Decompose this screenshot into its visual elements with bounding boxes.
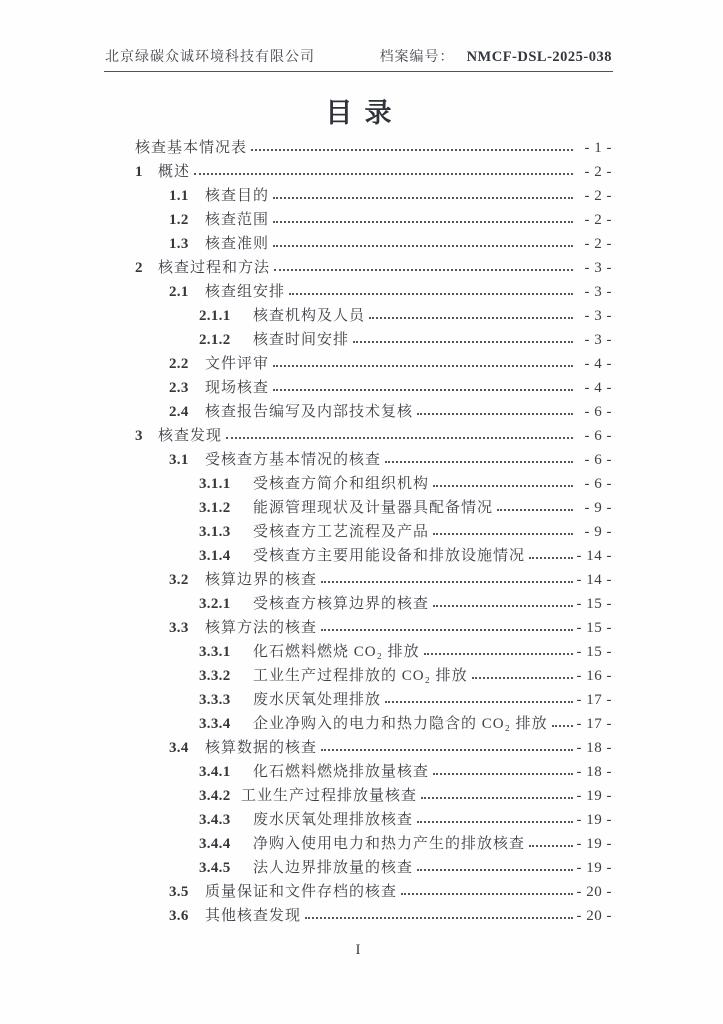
page-header [105,46,612,66]
toc-entry-number: 3.2 [169,572,189,588]
header-rule [104,71,613,72]
toc-entry[interactable] [105,664,612,688]
toc-entry-label: 现场核查 [205,380,270,396]
toc-entry-label: 净购入使用电力和热力产生的排放核查 [253,836,526,852]
toc-entry-number: 3.3.2 [199,668,231,684]
page-title: 目录 [325,98,404,128]
toc-entry-page-number: - 15 - [576,620,612,636]
toc-entry-label: 受核查方简介和组织机构 [253,476,430,492]
toc-entry[interactable] [105,520,612,544]
toc-entry[interactable] [105,448,612,472]
toc-entry[interactable] [105,424,612,448]
toc-entry-number: 3.2.1 [199,596,231,612]
toc-leader-dots [321,629,573,631]
toc-entry-page-number: - 6 - [584,452,612,468]
toc-entry-label: 废水厌氧处理排放 [253,692,382,708]
toc-entry[interactable] [105,736,612,760]
toc-entry-label: 工业生产过程排放的 CO₂ 排放 [253,668,468,684]
toc-entry[interactable] [105,280,612,304]
toc-entry[interactable] [105,832,612,856]
toc-entry-label: 核查过程和方法 [158,260,271,276]
toc-entry[interactable] [105,304,612,328]
company-name: 北京绿碳众诚环境科技有限公司 [105,50,315,65]
toc-entry-number: 3.1.3 [199,524,231,540]
toc-leader-dots [433,605,573,607]
toc-entry-number: 1 [135,164,143,180]
toc-leader-dots [353,341,573,343]
toc-entry-number: 2.1 [169,284,189,300]
toc-entry-number: 3.3.1 [199,644,231,660]
toc-entry-page-number: - 2 - [584,188,612,204]
toc-entry-label: 核查发现 [158,428,223,444]
toc-entry-label: 核查目的 [205,188,270,204]
toc-entry-label: 受核查方基本情况的核查 [205,452,382,468]
toc-leader-dots [417,413,573,415]
toc-leader-dots [273,245,573,247]
toc-entry[interactable] [105,544,612,568]
toc-leader-dots [251,149,573,151]
toc-entry-number: 3.3.4 [199,716,231,732]
archive-number-value: NMCF-DSL-2025-038 [466,49,612,65]
toc-entry[interactable] [105,160,612,184]
toc-leader-dots [321,749,573,751]
toc-entry-label: 废水厌氧处理排放核查 [253,812,414,828]
toc-entry-number: 2 [135,260,143,276]
toc-entry-number: 3.4 [169,740,189,756]
toc-leader-dots [417,821,573,823]
toc-entry-number: 3.4.3 [199,812,231,828]
toc-entry-page-number: - 15 - [576,596,612,612]
toc-entry-number: 3.1.1 [199,476,231,492]
toc-entry-label: 受核查方主要用能设备和排放设施情况 [253,548,526,564]
toc-leader-dots [433,485,573,487]
toc-leader-dots [417,869,573,871]
toc-entry[interactable] [105,640,612,664]
toc-entry-label: 核查报告编写及内部技术复核 [205,404,414,420]
toc-entry-label: 概述 [158,164,191,180]
toc-entry-page-number: - 14 - [576,548,612,564]
toc-entry-number: 2.2 [169,356,189,372]
toc-entry-page-number: - 3 - [584,260,612,276]
toc-entry[interactable] [105,784,612,808]
toc-entry-label: 核查机构及人员 [253,308,366,324]
archive-number-label: 档案编号： [379,50,455,65]
toc-leader-dots [273,389,573,391]
toc-entry-label: 质量保证和文件存档的核查 [205,884,398,900]
toc-entry-label: 能源管理现状及计量器具配备情况 [253,500,494,516]
archive-number-group [380,46,612,66]
toc-leader-dots [369,317,573,319]
toc-entry[interactable] [105,856,612,880]
toc-entry-number: 3 [135,428,143,444]
toc-entry-number: 3.3 [169,620,189,636]
toc-entry-page-number: - 14 - [576,572,612,588]
toc-entry-page-number: - 4 - [584,356,612,372]
toc-entry[interactable] [105,232,612,256]
toc-entry-number: 3.4.5 [199,860,231,876]
toc-entry-page-number: - 2 - [584,212,612,228]
toc-entry-page-number: - 18 - [576,764,612,780]
toc-entry-page-number: - 16 - [576,668,612,684]
toc-entry-label: 核查范围 [205,212,270,228]
toc-entry-page-number: - 18 - [576,740,612,756]
toc-leader-dots [226,437,573,439]
toc-entry-page-number: - 15 - [576,644,612,660]
toc-entry-number: 2.3 [169,380,189,396]
toc-entry-number: 3.4.2 [199,788,231,804]
toc-leader-dots [529,557,573,559]
toc-leader-dots [289,293,573,295]
toc-entry-label: 核算方法的核查 [205,620,318,636]
toc-leader-dots [529,845,573,847]
toc-entry-number: 3.1.4 [199,548,231,564]
toc-entry-label: 受核查方核算边界的核查 [253,596,430,612]
toc-entry-page-number: - 2 - [584,164,612,180]
toc-leader-dots [305,917,573,919]
toc-entry-page-number: - 4 - [584,380,612,396]
toc-entry-label: 化石燃料燃烧排放量核查 [253,764,430,780]
toc-entry-page-number: - 6 - [584,476,612,492]
toc-entry-label: 核算数据的核查 [205,740,318,756]
toc-entry[interactable] [105,376,612,400]
toc-entry[interactable] [105,208,612,232]
toc-entry-number: 1.3 [169,236,189,252]
toc-leader-dots [274,269,573,271]
toc-entry-label: 文件评审 [205,356,270,372]
toc-entry-label: 核查时间安排 [253,332,350,348]
toc-entry-number: 2.4 [169,404,189,420]
toc-entry-number: 2.1.2 [199,332,231,348]
toc-entry-page-number: - 6 - [584,404,612,420]
toc-entry-number: 1.1 [169,188,189,204]
toc-entry-label: 化石燃料燃烧 CO₂ 排放 [253,644,420,660]
toc-entry-number: 2.1.1 [199,308,231,324]
toc-entry-page-number: - 1 - [584,140,612,156]
toc-leader-dots [385,461,573,463]
toc-entry-label: 受核查方工艺流程及产品 [253,524,430,540]
toc-entry-page-number: - 20 - [576,884,612,900]
toc-entry-label: 核查准则 [205,236,270,252]
toc-leader-dots [385,701,573,703]
toc-entry-page-number: - 3 - [584,284,612,300]
toc-leader-dots [273,365,573,367]
toc-leader-dots [424,653,573,655]
toc-entry-label: 核查组安排 [205,284,286,300]
toc-leader-dots [273,197,573,199]
footer-page-number: I [355,942,362,958]
toc-entry-page-number: - 19 - [576,788,612,804]
toc-leader-dots [321,581,573,583]
toc-entry[interactable] [105,712,612,736]
toc-leader-dots [194,173,573,175]
toc-entry-label: 法人边界排放量的核查 [253,860,414,876]
toc-leader-dots [472,677,573,679]
toc-entry-label: 企业净购入的电力和热力隐含的 CO₂ 排放 [253,716,548,732]
toc-entry[interactable] [105,472,612,496]
toc-entry-number: 3.1.2 [199,500,231,516]
toc-entry-page-number: - 2 - [584,236,612,252]
toc-entry-page-number: - 19 - [576,836,612,852]
toc-entry-number: 3.1 [169,452,189,468]
toc-entry-number: 3.4.1 [199,764,231,780]
toc-entry-page-number: - 3 - [584,308,612,324]
toc-entry-number: 3.5 [169,884,189,900]
toc-entry[interactable] [105,136,612,160]
toc-leader-dots [273,221,573,223]
toc-entry-number: 3.3.3 [199,692,231,708]
toc-entry[interactable] [105,256,612,280]
toc-leader-dots [433,533,573,535]
table-of-contents [105,136,612,928]
toc-entry[interactable] [105,328,612,352]
toc-entry[interactable] [105,616,612,640]
toc-entry[interactable] [105,904,612,928]
toc-entry[interactable] [105,496,612,520]
toc-entry-number: 3.6 [169,908,189,924]
toc-entry-page-number: - 19 - [576,860,612,876]
toc-entry-number: 3.4.4 [199,836,231,852]
toc-leader-dots [401,893,573,895]
toc-leader-dots [552,725,573,727]
toc-entry-page-number: - 17 - [576,716,612,732]
toc-entry-label: 核查基本情况表 [135,140,248,156]
toc-leader-dots [433,773,573,775]
toc-entry[interactable] [105,760,612,784]
toc-entry-page-number: - 19 - [576,812,612,828]
toc-entry-page-number: - 20 - [576,908,612,924]
toc-entry[interactable] [105,808,612,832]
toc-entry-page-number: - 9 - [584,524,612,540]
toc-entry[interactable] [105,352,612,376]
toc-entry[interactable] [105,184,612,208]
toc-entry[interactable] [105,400,612,424]
toc-entry[interactable] [105,880,612,904]
toc-entry-page-number: - 9 - [584,500,612,516]
toc-leader-dots [497,509,573,511]
toc-entry-page-number: - 6 - [584,428,612,444]
toc-entry[interactable] [105,568,612,592]
toc-entry-label: 核算边界的核查 [205,572,318,588]
toc-entry[interactable] [105,688,612,712]
toc-leader-dots [421,797,573,799]
toc-entry-label: 其他核查发现 [205,908,302,924]
toc-entry-page-number: - 3 - [584,332,612,348]
toc-entry-page-number: - 17 - [576,692,612,708]
toc-entry-number: 1.2 [169,212,189,228]
toc-entry-label: 工业生产过程排放量核查 [241,788,418,804]
toc-entry[interactable] [105,592,612,616]
